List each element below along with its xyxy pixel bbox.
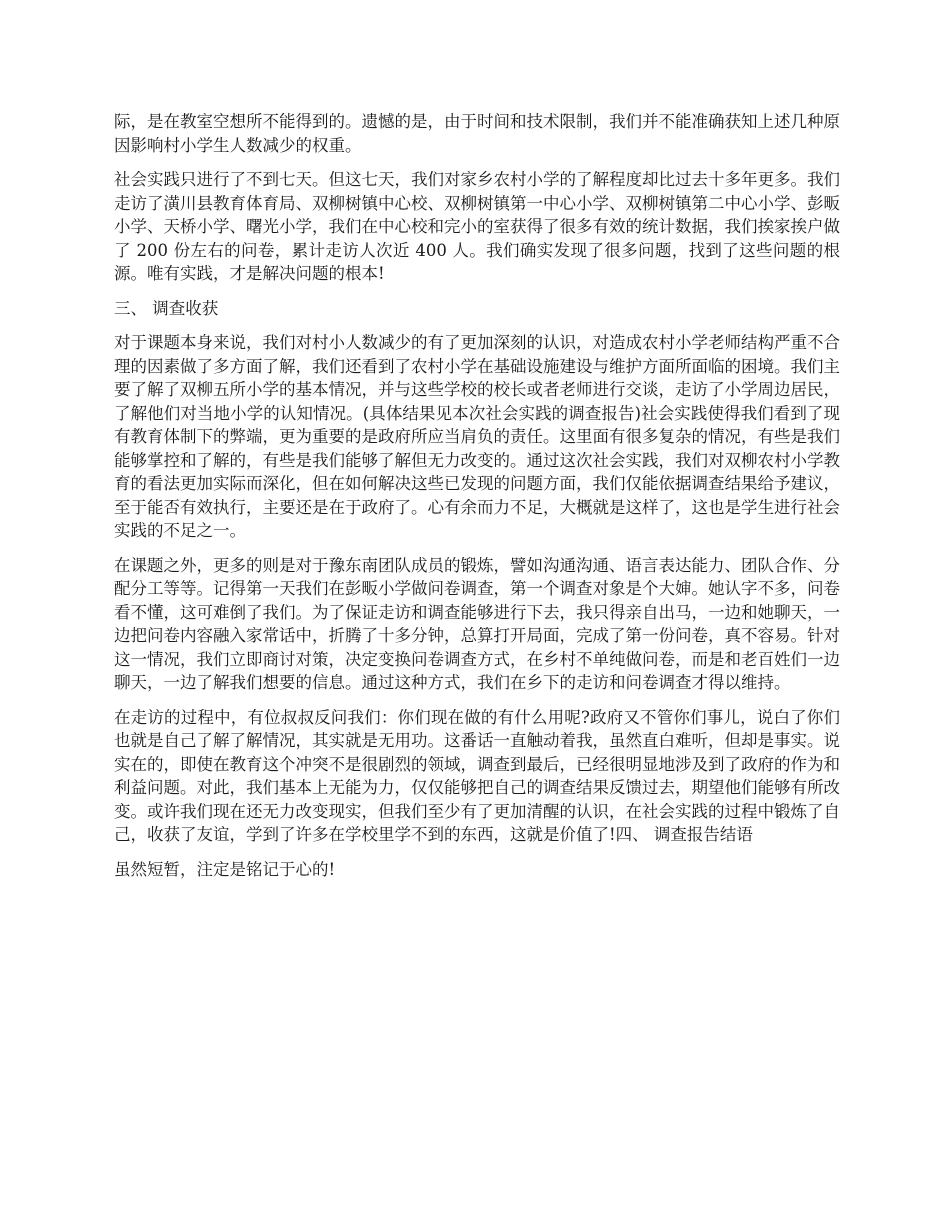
paragraph-topic-understanding: 对于课题本身来说，我们对村小人数减少的有了更加深刻的认识，对造成农村小学老师结构严重不合理的因素做了多方面了解，我们还看到了农村小学在基础设施建设与维护方面所面临的困境。我们主要了解了双柳五所小学的基本情况，并与这些学校的校长或者老师进行交谈，走访了小学周边居民，了解他们对当地小学的认知情况。(具体结果见本次社会实践的调查报告)社会实践使得我们看到了现有教育体制下的弊端，更为重要的是政府所应当肩负的责任。这里面有很多复杂的情况，有些是我们能够掌控和了解的，有些是我们能够了解但无力改变的。通过这次社会实践，我们对双柳农村小学教育的看法更加实际而深化，但在如何解决这些已发现的问题方面，我们仅能依据调查结果给予建议，至于能否有效执行，主要还是在于政府了。心有余而力不足，大概就是这样了，这也是学生进行社会实践的不足之一。 <box>114 333 840 540</box>
section-heading-survey-gains: 三、 调查收获 <box>114 298 219 318</box>
paragraph-practice-summary: 社会实践只进行了不到七天。但这七天，我们对家乡农村小学的了解程度却比过去十多年更多。我们走访了潢川县教育体育局、双柳树镇中心校、双柳树镇第一中心小学、双柳树镇第二中心小学、彭畈小学、天桥小学、曙光小学，我们在中心校和完小的室获得了很多有效的统计数据，我们挨家挨户做了 200 份左右的问卷，累计走访人次近 400 人。我们确实发现了很多问题，找到了这些问题的根源。唯有实践，才是解决问题的根本! <box>114 170 840 283</box>
paragraph-team-training: 在课题之外，更多的则是对于豫东南团队成员的锻炼，譬如沟通沟通、语言表达能力、团队合作、分配分工等等。记得第一天我们在彭畈小学做问卷调查，第一个调查对象是个大婶。她认字不多，问卷看不懂，这可难倒了我们。为了保证走访和调查能够进行下去，我只得亲自出马，一边和她聊天，一边把问卷内容融入家常话中，折腾了十多分钟，总算打开局面，完成了第一份问卷，真不容易。针对这一情况，我们立即商讨对策，决定变换问卷调查方式，在乡村不单纯做问卷，而是和老百姓们一边聊天，一边了解我们想要的信息。通过这种方式，我们在乡下的走访和问卷调查才得以维持。 <box>114 555 840 692</box>
paragraph-intro-continuation: 际，是在教室空想所不能得到的。遗憾的是，由于时间和技术限制，我们并不能准确获知上述几种原因影响村小学生人数减少的权重。 <box>114 112 840 155</box>
document-body <box>114 110 840 892</box>
paragraph-conclusion: 虽然短暂，注定是铭记于心的! <box>114 859 336 879</box>
paragraph-interview-reflection: 在走访的过程中，有位叔叔反问我们：你们现在做的有什么用呢?政府又不管你们事儿，说白了你们也就是自己了解了解情况，其实就是无用功。这番话一直触动着我，虽然直白难听，但却是事实。说实在的，即使在教育这个冲突不是很剧烈的领域，调查到最后，已经很明显地涉及到了政府的作为和利益问题。对此，我们基本上无能为力，仅仅能够把自己的调查结果反馈过去，期望他们能够有所改变。或许我们现在还无力改变现实，但我们至少有了更加清醒的认识，在社会实践的过程中锻炼了自己，收获了友谊，学到了许多在学校里学不到的东西，这就是价值了!四、 调查报告结语 <box>114 707 840 844</box>
